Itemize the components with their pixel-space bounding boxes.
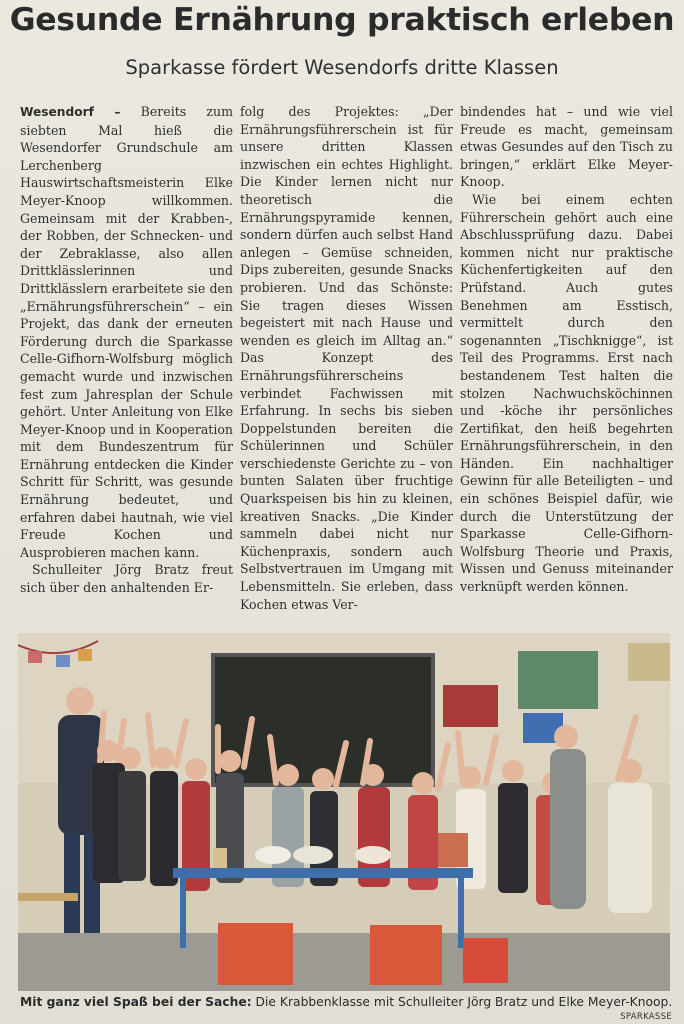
wall-poster [518, 651, 598, 709]
photo-credit: SPARKASSE [620, 1012, 672, 1022]
article-paragraph: Schulleiter Jörg Bratz freut sich über den anhaltenden Er- [20, 562, 233, 596]
crate [218, 923, 293, 985]
article-paragraph: folg des Projektes: „Der Ernährungsführerschein ist für unsere dritten Klassen inzwischen ein echtes Highlight. Die Kinder lernen nicht nur theoretisch die Ernährungspyramide kennen, sondern dürfen auch selbst Hand anlegen – Gemüse schneiden, Dips zubereiten, gesunde Snacks probieren. Und das Schönste: Sie tragen dieses Wissen begeistert mit nach Hause und wenden es gleich im Alltag an.“ Das Konzept des Ernährungsführerscheins verbindet Fachwissen mit Erfahrung. In sechs bis sieben Doppelstunden bereiten die Schülerinnen und Schüler verschiedenste Gerichte zu – von bunten Salaten über fruchtige Quarkspeisen bis hin zu kleinen, kreativen Snacks. „Die Kinder sammeln dabei nicht nur Küchenpraxis, sondern auch Selbstvertrauen im Umgang mit Lebensmitteln. Sie erleben, dass Kochen etwas Ver- [240, 104, 453, 612]
article-column-3 [460, 103, 673, 596]
wall-poster [443, 685, 498, 727]
caption-text: Die Krabbenklasse mit Schulleiter Jörg Bratz und Elke Meyer-Knoop. [251, 995, 673, 1009]
caption-lead: Mit ganz viel Spaß bei der Sache: [20, 995, 252, 1009]
bucket [463, 938, 508, 983]
article-text: Bereits zum siebten Mal hieß die Wesendorfer Grundschule am Lerchenberg Hauswirtschaftsmeisterin Elke Meyer-Knoop willkommen. Gemeinsam mit der Krabben-, der Robben, der Schnecken- und der Zebraklasse, also allen Drittklässlerinnen und Drittklässlern erarbeitete sie den „Ernährungsführerschein“ – ein Projekt, das dank der erneuten Förderung durch die Sparkasse Celle-Gifhorn-Wolfsburg möglich gemacht wurde und inzwischen fest zum Jahresplan der Schule gehört. Unter Anleitung von Elke Meyer-Knoop und in Kooperation mit dem Bundeszentrum für Ernährung entdecken die Kinder Schritt für Schritt, was gesunde Ernährung bedeutet, und erfahren dabei hautnah, wie viel Freude Kochen und Ausprobieren machen kann. [20, 104, 233, 560]
photo-caption [20, 994, 680, 1024]
subheadline: Sparkasse fördert Wesendorfs dritte Klassen [125, 56, 559, 79]
class-photo [18, 633, 670, 991]
table [173, 868, 473, 878]
article-column-1 [20, 103, 233, 597]
crate [370, 925, 442, 985]
article-paragraph: Wie bei einem echten Führerschein gehört auch eine Abschlussprüfung dazu. Dabei kommen nicht nur praktische Küchenfertigkeiten auf den Prüfstand. Auch gutes Benehmen am Esstisch, vermittelt durch den sogenannten „Tischknigge“, ist Teil des Programms. Erst nach bestandenem Test halten die stolzen Nachwuchsköchinnen und -köche ihr persönliches Zertifikat, den heiß begehrten Ernährungsführerschein, in den Händen. Ein nachhaltiger Gewinn für alle Beteiligten – und ein schönes Beispiel dafür, wie durch die Unterstützung der Sparkasse Celle-Gifhorn-Wolfsburg Theorie und Praxis, Wissen und Genuss miteinander verknüpft werden können. [460, 191, 673, 595]
article-column-2 [240, 103, 453, 613]
class-photo-illustration [18, 633, 670, 991]
headline: Gesunde Ernährung praktisch erleben [9, 2, 675, 38]
article-paragraph [20, 103, 233, 561]
article-paragraph: bindendes hat – und wie viel Freude es macht, gemeinsam etwas Gesundes auf den Tisch zu bringen,“ erklärt Elke Meyer-Knoop. [460, 104, 673, 190]
dateline: Wesendorf – [20, 105, 121, 119]
